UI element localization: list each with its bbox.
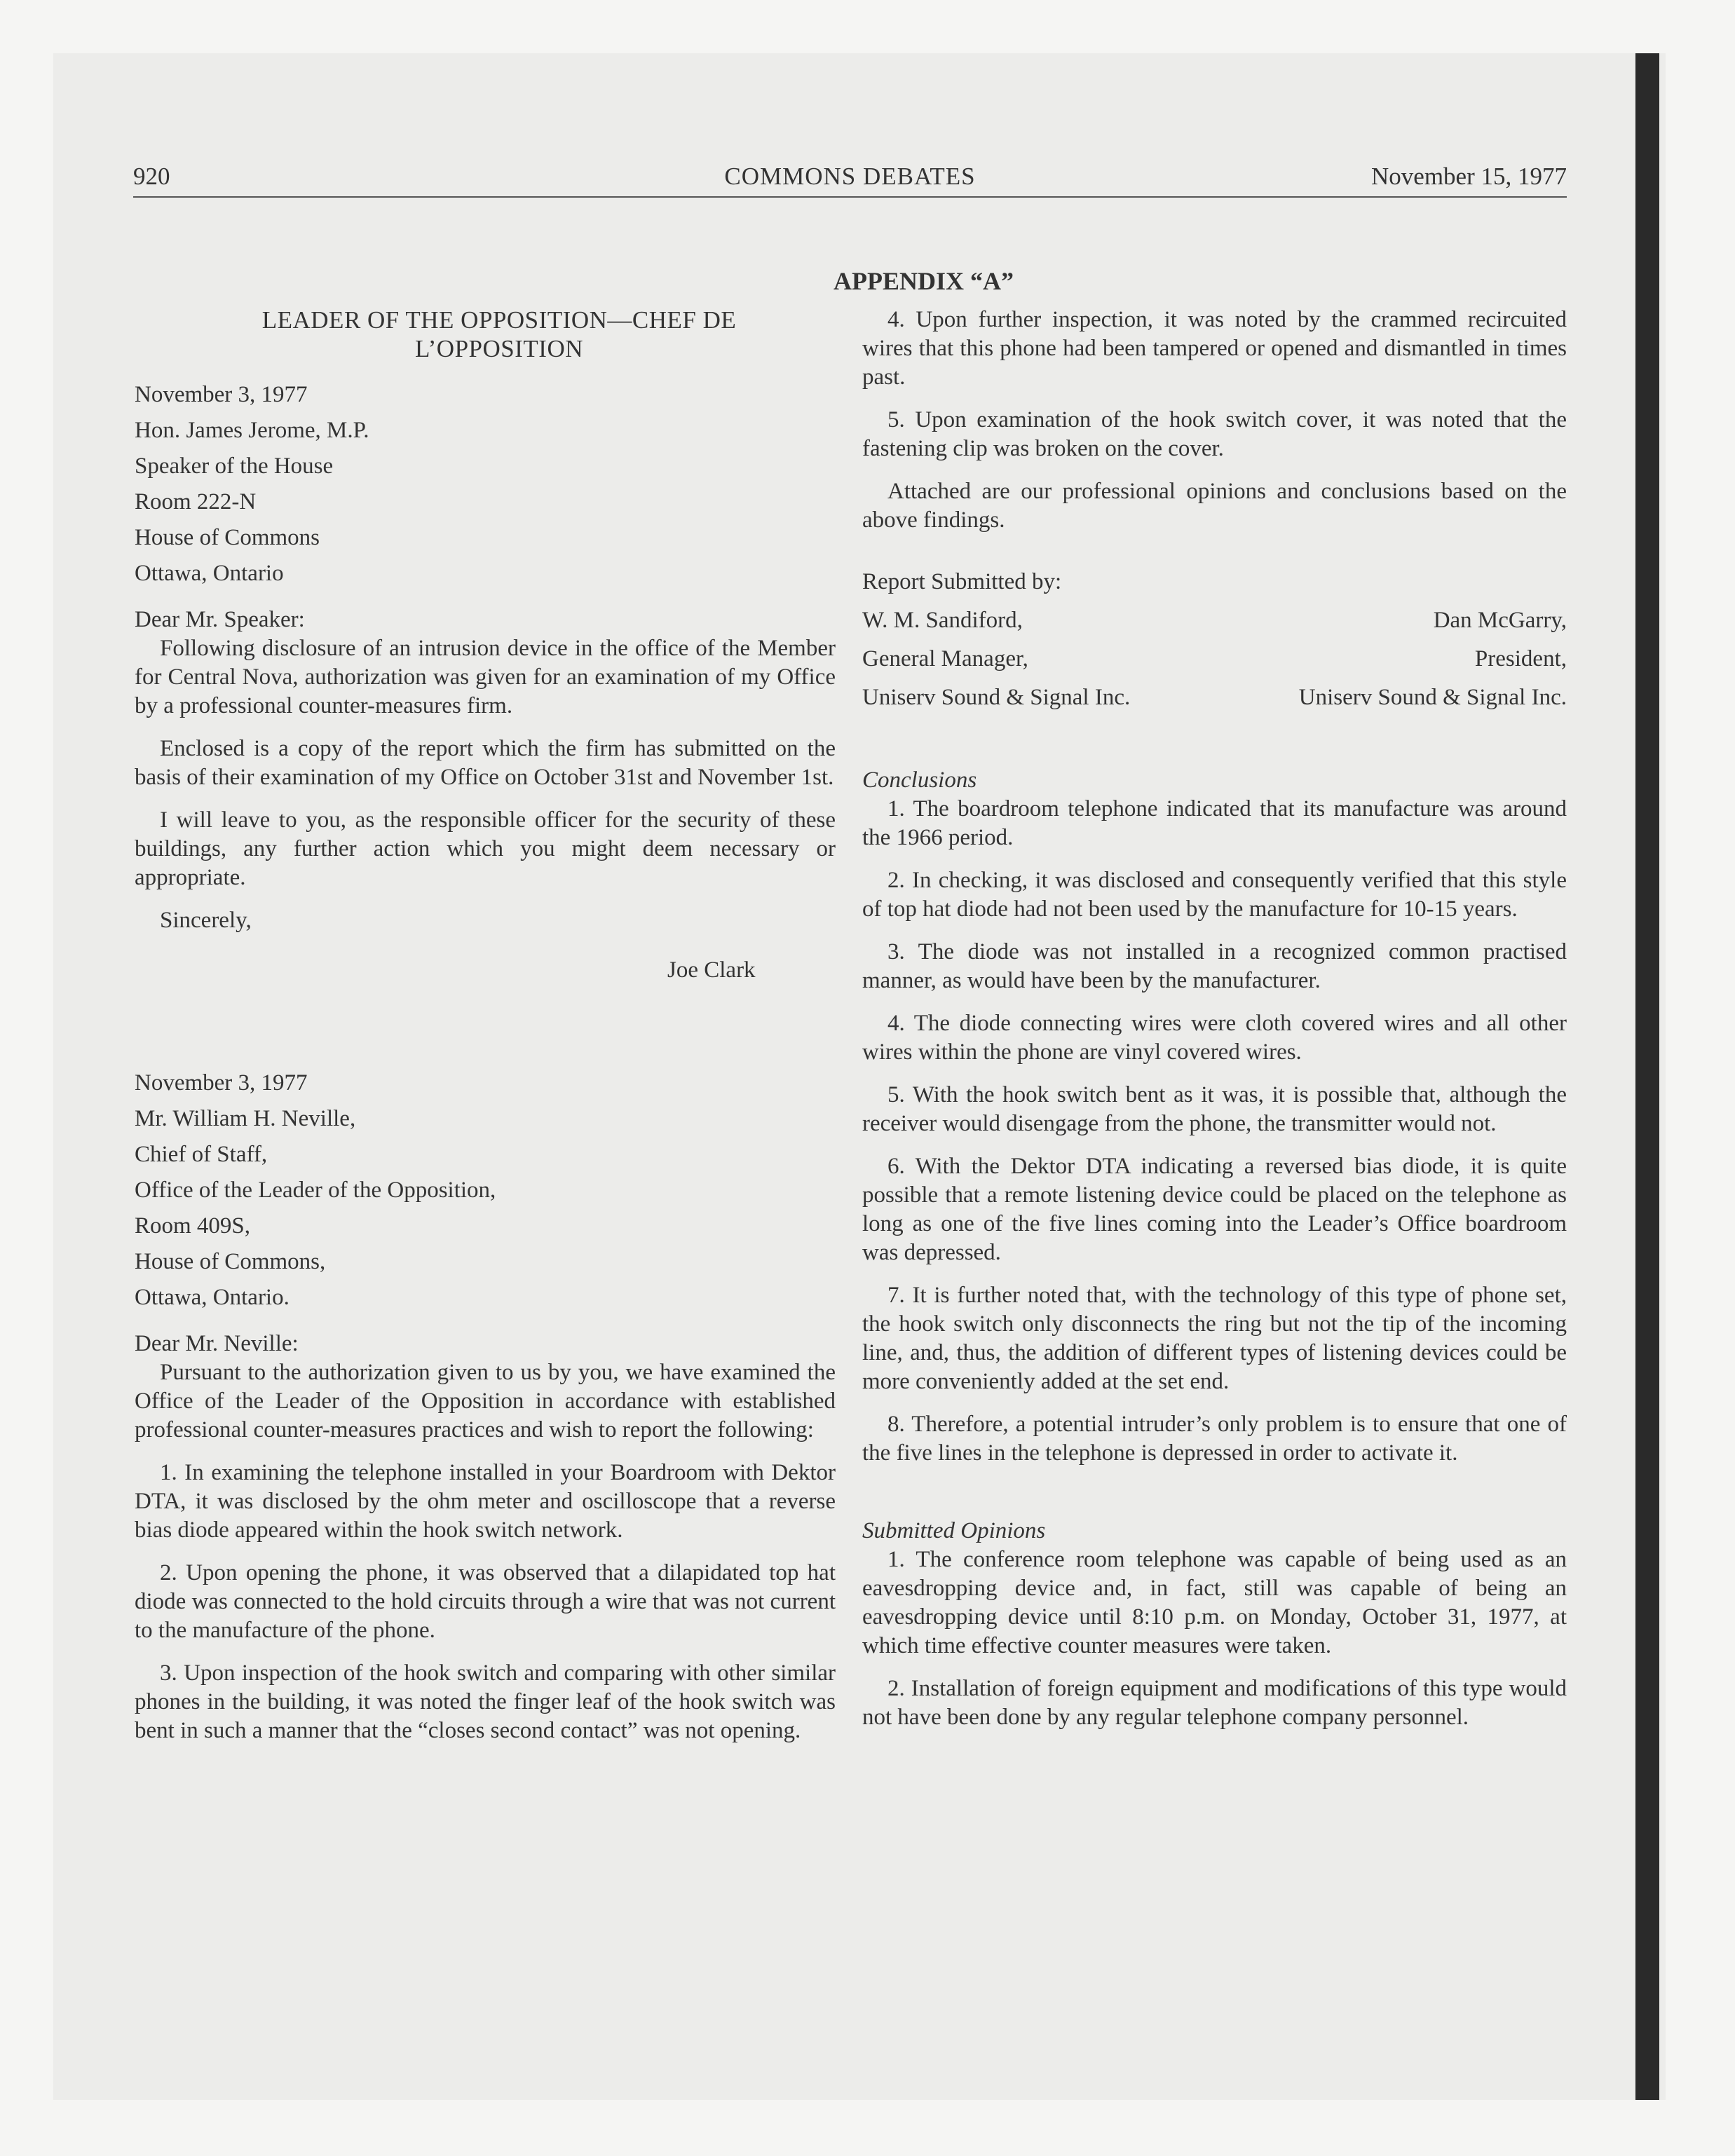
running-header [133, 163, 1567, 198]
section-heading-conclusions: Conclusions [862, 767, 977, 793]
paragraph: 3. Upon inspection of the hook switch and comparing with other similar phones in the building, it was noted the finger leaf of the hook switch was bent in such a manner that the “closes second contact” was not opening. [135, 1660, 836, 1743]
publication-title: COMMONS DEBATES [724, 163, 976, 190]
right-column [862, 306, 1567, 1732]
conclusion-item: 5. With the hook switch bent as it was, it is possible that, although the receiver would disengage from the phone, the transmitter would not. [862, 1082, 1567, 1136]
conclusion-item: 3. The diode was not installed in a recognized common practised manner, as would have been by the manufacturer. [862, 939, 1567, 993]
address-line: Chief of Staff, [135, 1142, 268, 1167]
signatory-left: W. M. Sandiford, [862, 608, 1023, 633]
closing: Sincerely, [160, 908, 252, 933]
conclusion-item: 2. In checking, it was disclosed and consequently verified that this style of top hat diode had not been used by the manufacture for 10-15 years. [862, 868, 1567, 922]
page-number: 920 [133, 163, 170, 190]
appendix-title: APPENDIX “A” [834, 267, 1014, 295]
address-line: Room 409S, [135, 1213, 251, 1239]
address-line: Mr. William H. Neville, [135, 1106, 356, 1131]
letter-heading-line: L’OPPOSITION [414, 335, 583, 362]
letter-heading-line: LEADER OF THE OPPOSITION—CHEF DE [261, 306, 737, 334]
opinion-item: 2. Installation of foreign equipment and modifications of this type would not have been done by any regular telephone company personnel. [862, 1676, 1567, 1730]
paragraph: 4. Upon further inspection, it was noted by the crammed recircuited wires that this phone had been tampered or opened and dismantled in times past. [862, 307, 1567, 390]
conclusion-item: 6. With the Dektor DTA indicating a reversed bias diode, it is quite possible that a remote listening device could be placed on the telephone as long as one of the five lines coming into the Leader’s Office boardroom was depressed. [862, 1154, 1567, 1265]
signatory-left: Uniserv Sound & Signal Inc. [862, 685, 1131, 710]
address-line: Hon. James Jerome, M.P. [135, 418, 369, 443]
signatory-right: Uniserv Sound & Signal Inc. [1298, 685, 1567, 710]
conclusion-item: 7. It is further noted that, with the technology of this type of phone set, the hook switch only disconnects the ring but not the tip of the incoming line, and, thus, the addition of different types of listening devices could be more conveniently added at the set end. [862, 1283, 1567, 1394]
signature-name: Joe Clark [667, 957, 756, 983]
submitted-by-label: Report Submitted by: [862, 569, 1062, 594]
letter1-address [135, 377, 836, 592]
salutation: Dear Mr. Neville: [135, 1331, 299, 1356]
binding-edge [1635, 53, 1659, 2100]
opinion-item: 1. The conference room telephone was capable of being used as an eavesdropping device and, in fact, still was capable of being an eavesdropping device until 8:10 p.m. on Monday, October 31, 1977, at which time effective counter measures were taken. [862, 1547, 1567, 1658]
address-line: November 3, 1977 [135, 382, 308, 407]
signatory-left: General Manager, [862, 646, 1028, 671]
signatory-row [862, 678, 1567, 717]
address-line: Ottawa, Ontario [135, 561, 284, 586]
signatories [862, 601, 1567, 717]
address-line: House of Commons [135, 525, 320, 550]
section-heading-opinions: Submitted Opinions [862, 1518, 1046, 1543]
address-line: Office of the Leader of the Opposition, [135, 1178, 496, 1203]
address-line: Ottawa, Ontario. [135, 1285, 290, 1310]
paragraph: 1. In examining the telephone installed in your Boardroom with Dektor DTA, it was disclosed by the ohm meter and oscilloscope that a reverse bias diode appeared within the hook switch network. [135, 1460, 836, 1543]
paragraph: Pursuant to the authorization given to us by you, we have examined the Office of the Leader of the Opposition in accordance with established professional counter-measures practices and wish to report the following: [135, 1360, 836, 1442]
signatory-row [862, 640, 1567, 678]
address-line: Room 222-N [135, 489, 257, 514]
left-column [135, 306, 836, 1745]
publication-date: November 15, 1977 [1371, 163, 1567, 190]
paragraph: 2. Upon opening the phone, it was observed that a dilapidated top hat diode was connected to the hold circuits through a wire that was not current to the manufacture of the phone. [135, 1560, 836, 1643]
address-line: House of Commons, [135, 1249, 326, 1274]
paragraph: Following disclosure of an intrusion device in the office of the Member for Central Nova, authorization was given for an examination of my Office by a professional counter-measures firm. [135, 636, 836, 718]
conclusion-item: 4. The diode connecting wires were cloth covered wires and all other wires within the phone are vinyl covered wires. [862, 1011, 1567, 1065]
signatory-right: President, [1474, 646, 1567, 671]
paragraph: Attached are our professional opinions and conclusions based on the above findings. [862, 479, 1567, 533]
letter2-address [135, 1065, 836, 1316]
conclusion-item: 8. Therefore, a potential intruder’s only problem is to ensure that one of the five lines in the telephone is depressed in order to activate it. [862, 1412, 1567, 1466]
paragraph: I will leave to you, as the responsible officer for the security of these buildings, any further action which you might deem necessary or appropriate. [135, 807, 836, 890]
signatory-row [862, 601, 1567, 640]
paragraph: Enclosed is a copy of the report which the firm has submitted on the basis of their examination of my Office on October 31st and November 1st. [135, 736, 836, 790]
address-line: November 3, 1977 [135, 1070, 308, 1096]
signatory-right: Dan McGarry, [1433, 608, 1567, 633]
conclusion-item: 1. The boardroom telephone indicated that its manufacture was around the 1966 period. [862, 796, 1567, 850]
address-line: Speaker of the House [135, 453, 334, 479]
paragraph: 5. Upon examination of the hook switch cover, it was noted that the fastening clip was broken on the cover. [862, 407, 1567, 461]
letter-heading [163, 306, 836, 363]
salutation: Dear Mr. Speaker: [135, 607, 305, 632]
